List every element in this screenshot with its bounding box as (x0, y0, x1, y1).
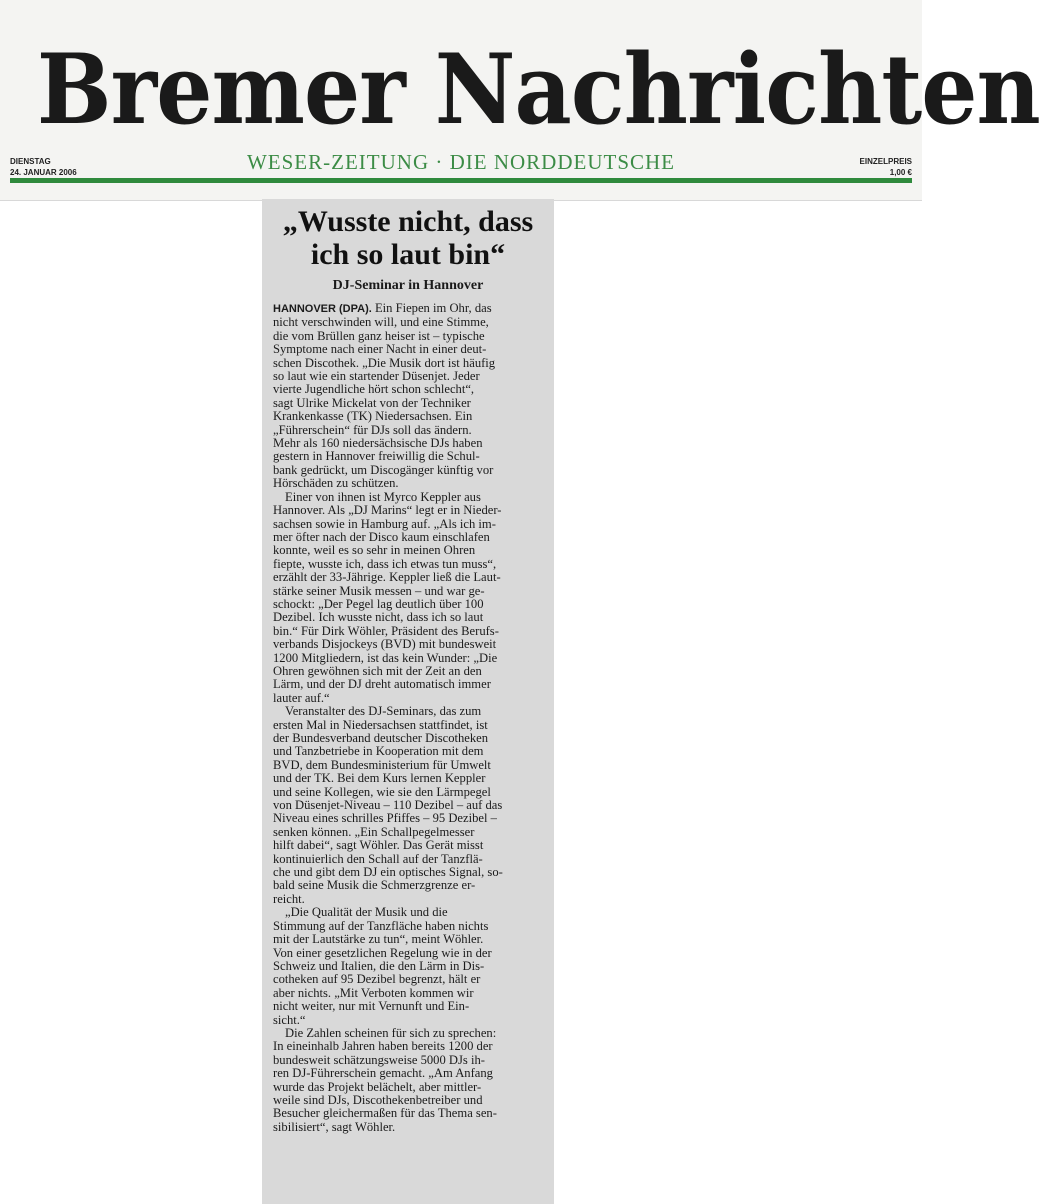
article-paragraph (273, 906, 546, 1027)
text-line: ren DJ-Führerschein gemacht. „Am Anfang (273, 1066, 493, 1081)
text-line: Symptome nach einer Nacht in einer deut- (273, 342, 487, 357)
text-line: bundesweit schätzungsweise 5000 DJs ih- (273, 1052, 485, 1067)
text-line: mit der Lautstärke zu tun“, meint Wöhler. (273, 932, 484, 947)
text-line: Hannover. Als „DJ Marins“ legt er in Nieder- (273, 503, 502, 518)
text-line: Niveau eines schrilles Pfiffes – 95 Dezibel – (273, 811, 497, 826)
text-line: und Tanzbetriebe in Kooperation mit dem (273, 744, 484, 759)
price-label: EINZELPREIS (859, 157, 912, 166)
text-line: fiepte, wusste ich, dass ich etwas tun muss“, (273, 556, 497, 571)
text-line: konnte, weil es so sehr in meinen Ohren (273, 543, 476, 558)
text-line: „Die Qualität der Musik und die (285, 905, 448, 920)
text-line: wurde das Projekt belächelt, aber mittler- (273, 1079, 482, 1094)
headline-line-1: „Wusste nicht, dass (282, 205, 534, 238)
text-line: sachsen sowie in Hamburg auf. „Als ich im- (273, 516, 496, 531)
article-paragraph (273, 302, 546, 491)
article-paragraph (273, 491, 546, 706)
article-paragraph (273, 705, 546, 906)
text-line: Schweiz und Italien, die den Lärm in Dis- (273, 958, 485, 973)
masthead-rule (10, 178, 912, 183)
masthead (0, 0, 1040, 201)
text-line: und seine Kollegen, wie sie den Lärmpegel (273, 784, 491, 799)
text-fragment: Ein Fiepen im Ohr, das (371, 301, 492, 315)
text-line: erzählt der 33-Jährige. Keppler ließ die Laut- (273, 570, 501, 585)
text-line: und der TK. Bei dem Kurs lernen Keppler (273, 771, 486, 786)
text-line: che und gibt dem DJ ein optisches Signal, so- (273, 865, 503, 880)
text-line: schen Discothek. „Die Musik dort ist häufig (273, 355, 496, 370)
text-line: sibilisiert“, sagt Wöhler. (273, 1119, 396, 1134)
text-line: so laut wie ein startender Düsenjet. Jeder (273, 369, 480, 384)
text-line: bald seine Musik die Schmerzgrenze er- (273, 878, 476, 893)
text-line: schockt: „Der Pegel lag deutlich über 100 (273, 596, 484, 611)
text-line: verbands Disjockeys (BVD) mit bundesweit (273, 637, 497, 652)
article-clipping (262, 199, 554, 1204)
text-line: sicht.“ (273, 1012, 306, 1027)
text-line: stärke seiner Musik messen – und war ge- (273, 583, 485, 598)
article-headline (262, 205, 554, 271)
article-paragraph (273, 1027, 546, 1134)
text-line: bin.“ Für Dirk Wöhler, Präsident des Berufs- (273, 623, 499, 638)
article-subheadline: DJ-Seminar in Hannover (332, 278, 484, 293)
text-line: cotheken auf 95 Dezibel begrenzt, hält er (273, 972, 481, 987)
text-line: Von einer gesetzlichen Regelung wie in der (273, 945, 492, 960)
text-line: „Führerschein“ für DJs soll das ändern. (273, 422, 472, 437)
text-line: Besucher gleichermaßen für das Thema sen- (273, 1106, 497, 1121)
text-line: sagt Ulrike Mickelat von der Techniker (273, 395, 471, 410)
text-line: die vom Brüllen ganz heiser ist – typische (273, 328, 485, 343)
text-line: reicht. (273, 891, 305, 906)
price-value: 1,00 € (889, 168, 912, 177)
issue-price (860, 156, 912, 178)
text-line: gestern in Hannover freiwillig die Schul- (273, 449, 480, 464)
text-line: Mehr als 160 niedersächsische DJs haben (273, 436, 483, 451)
issue-date-text: 24. JANUAR 2006 (10, 168, 77, 177)
text-line: vierte Jugendliche hört schon schlecht“, (273, 382, 475, 397)
article-byline: HANNOVER (DPA). (273, 303, 372, 315)
text-line: von Düsenjet-Niveau – 110 Dezibel – auf das (273, 798, 503, 813)
text-line: kontinuierlich den Schall auf der Tanzflä- (273, 851, 483, 866)
text-line: nicht verschwinden will, und eine Stimme, (273, 315, 489, 330)
text-line: Stimmung auf der Tanzfläche haben nichts (273, 918, 489, 933)
text-line: weile sind DJs, Discothekenbetreiber und (273, 1092, 483, 1107)
issue-day: DIENSTAG (10, 157, 51, 166)
newspaper-subtitle: WESER-ZEITUNG · DIE NORDDEUTSCHE (246, 150, 676, 174)
article-body (262, 302, 554, 1134)
text-line: bank gedrückt, um Discogänger künftig vor (273, 462, 494, 477)
text-line: ersten Mal in Niedersachsen stattfindet, ist (273, 717, 488, 732)
text-line: In eineinhalb Jahren haben bereits 1200 der (273, 1039, 493, 1054)
text-line: senken können. „Ein Schallpegelmesser (273, 824, 475, 839)
text-line: Krankenkasse (TK) Niedersachsen. Ein (273, 409, 473, 424)
text-line: Ohren gewöhnen sich mit der Zeit an den (273, 663, 482, 678)
text-line: nicht weiter, nur mit Vernunft und Ein- (273, 999, 470, 1014)
text-line: Hörschäden zu schützen. (273, 476, 399, 491)
text-line: hilft dabei“, sagt Wöhler. Das Gerät misst (273, 838, 484, 853)
newspaper-nameplate: Bremer Nachrichten (36, 33, 1040, 146)
text-line: Einer von ihnen ist Myrco Keppler aus (285, 489, 481, 504)
text-line: Die Zahlen scheinen für sich zu sprechen: (285, 1025, 497, 1040)
text-line: aber nichts. „Mit Verboten kommen wir (273, 985, 474, 1000)
text-line: mer öfter nach der Disco kaum einschlafen (273, 529, 490, 544)
text-line (273, 302, 546, 316)
headline-line-2: ich so laut bin“ (310, 238, 506, 271)
text-line: 1200 Mitgliedern, ist das kein Wunder: „Die (273, 650, 498, 665)
text-line: Lärm, und der DJ dreht automatisch immer (273, 677, 491, 692)
text-line: lauter auf.“ (273, 690, 330, 705)
text-line: Veranstalter des DJ-Seminars, das zum (285, 704, 482, 719)
text-line: der Bundesverband deutscher Discotheken (273, 731, 489, 745)
text-line: BVD, dem Bundesministerium für Umwelt (273, 757, 491, 772)
text-line: Dezibel. Ich wusste nicht, dass ich so laut (273, 610, 484, 625)
